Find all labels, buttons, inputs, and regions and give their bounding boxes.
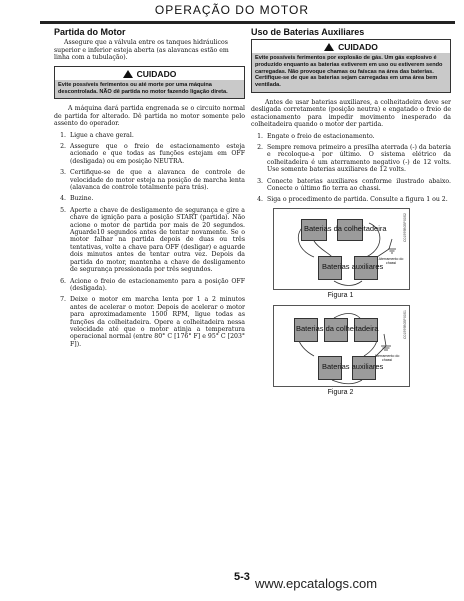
caution-header <box>252 40 450 53</box>
caution-title: CUIDADO <box>136 68 177 79</box>
step-item: 1. Ligue a chave geral. <box>68 132 245 139</box>
page-number: 5-3 <box>234 571 250 583</box>
caution-text: Evite possíveis ferimentos ou até morte por uma máquina descontrolada. NÃO dê partida no motor fazendo ligação direta. <box>55 80 244 99</box>
watermark-link[interactable]: www.epcatalogs.com <box>255 576 378 591</box>
caution-title: CUIDADO <box>338 42 378 52</box>
warning-triangle-icon <box>123 70 133 78</box>
step-item: 3. Conecte baterias auxiliares conforme ilustrado abaixo. Conecte o último fio terra ao chassi. <box>265 178 451 193</box>
caution-box <box>251 39 451 93</box>
step-item: 3. Certifique-se de que a alavanca de controle de velocidade do motor esteja na posição de marcha lenta (alavanca de controle totalmente para trás). <box>68 169 245 191</box>
step-item: 2. Assegure que o freio de estacionamento esteja acionado e que todas as funções estejam em OFF (desligada) ou em posição NEUTRA. <box>68 143 245 165</box>
section-heading-booster-batteries: Uso de Baterias Auxiliares <box>251 27 365 37</box>
step-item: 4. Buzine. <box>68 195 245 202</box>
header-rule <box>40 21 455 24</box>
step-item: 7. Deixe o motor em marcha lenta por 1 a 2 minutos antes de acelerar o motor. Depois de acelerar o motor para aproximadamente 1500 RPM, ligue todas as funções da colheitadeira. Opere a colheitadeira nessa velocidade até que o motor atinja a temperatura operacional normal (entre 80° C [176° F] e 95° C [203° F]). <box>68 296 245 348</box>
figure-code: C01999B05P00S2 <box>403 212 407 242</box>
booster-steps-list <box>251 133 451 204</box>
step-item: 2. Sempre remova primeiro a presilha aterrada (-) da bateria e recoloque-a por último. O sistema elétrico da colheitadeira é um aterramento negativo (-) de 12 volts. Use somente baterias auxiliares de 12 volts. <box>265 144 451 174</box>
booster-batteries-label: Baterias auxiliares <box>322 361 384 371</box>
warning-triangle-icon <box>324 43 334 51</box>
chassis-ground-label: Aterramento do chassi <box>374 353 400 362</box>
caution-header <box>55 67 244 80</box>
body-paragraph: A máquina dará partida engrenada se o circuito normal de partida for alterado. Dê partida no motor somente pelo assento do operador. <box>54 105 245 128</box>
battery-diagram-figure-1 <box>273 208 410 290</box>
page-header-title: OPERAÇÃO DO MOTOR <box>154 3 310 17</box>
body-paragraph: Antes de usar baterias auxiliares, a colheitadeira deve ser desligada corretamente (posição neutra) e engatado o freio de estacionamento para impedir movimento inesperado da colheitadeira quando o motor der partida. <box>251 98 451 129</box>
harvester-batteries-label: Baterias da colheitadeira <box>296 323 379 333</box>
step-item: 1. Engate o freio de estacionamento. <box>265 133 451 140</box>
right-column <box>251 27 451 402</box>
left-column <box>54 27 245 352</box>
intro-text: Assegure que a válvula entre os tanques hidráulicos superior e inferior esteja aberta (as alavancas estão em linha com a tubulação). <box>54 39 229 62</box>
step-item: 5. Aperte a chave de desligamento de segurança e gire a chave de ignição para a posição START (partida). Não acione o motor de partida por mais de 20 segundos. Aguarde10 segundos antes de tentar novamente. Se o motor falhar na partida depois de duas ou três tentativas, volte a chave para OFF (desligar) e aguarde dois minutos antes de tentar outra vez. Depois da partida do motor, mantenha a chave de desligamento de segurança pressionada por três segundos. <box>68 207 245 274</box>
chassis-ground-label: Aterramento do chassi <box>378 256 404 265</box>
battery-diagram-figure-2 <box>273 305 410 387</box>
harvester-batteries-label: Baterias da colheitadeira <box>304 223 387 233</box>
booster-batteries-label: Baterias auxiliares <box>322 261 384 271</box>
step-item: 4. Siga o procedimento de partida. Consulte a figura 1 ou 2. <box>265 196 451 203</box>
step-item: 6. Acione o freio de estacionamento para a posição OFF (desligada). <box>68 278 245 293</box>
figure-code: C01999B05P00S1 <box>403 309 407 339</box>
caution-text: Evite possíveis ferimentos por explosão de gás. Um gás explosivo é produzido enquanto as baterias estiverem em uso ou estiverem sendo carregadas. Não provoque chamas ou faíscas na área das baterias. Certifique-se de que as baterias sejam carregadas em uma área bem ventilada. <box>252 53 450 92</box>
section-heading-engine-start: Partida do Motor <box>54 27 126 37</box>
figure-caption: Figura 2 <box>327 388 354 396</box>
figure-caption: Figura 1 <box>327 291 354 299</box>
caution-box <box>54 66 245 100</box>
start-steps-list <box>54 132 245 349</box>
